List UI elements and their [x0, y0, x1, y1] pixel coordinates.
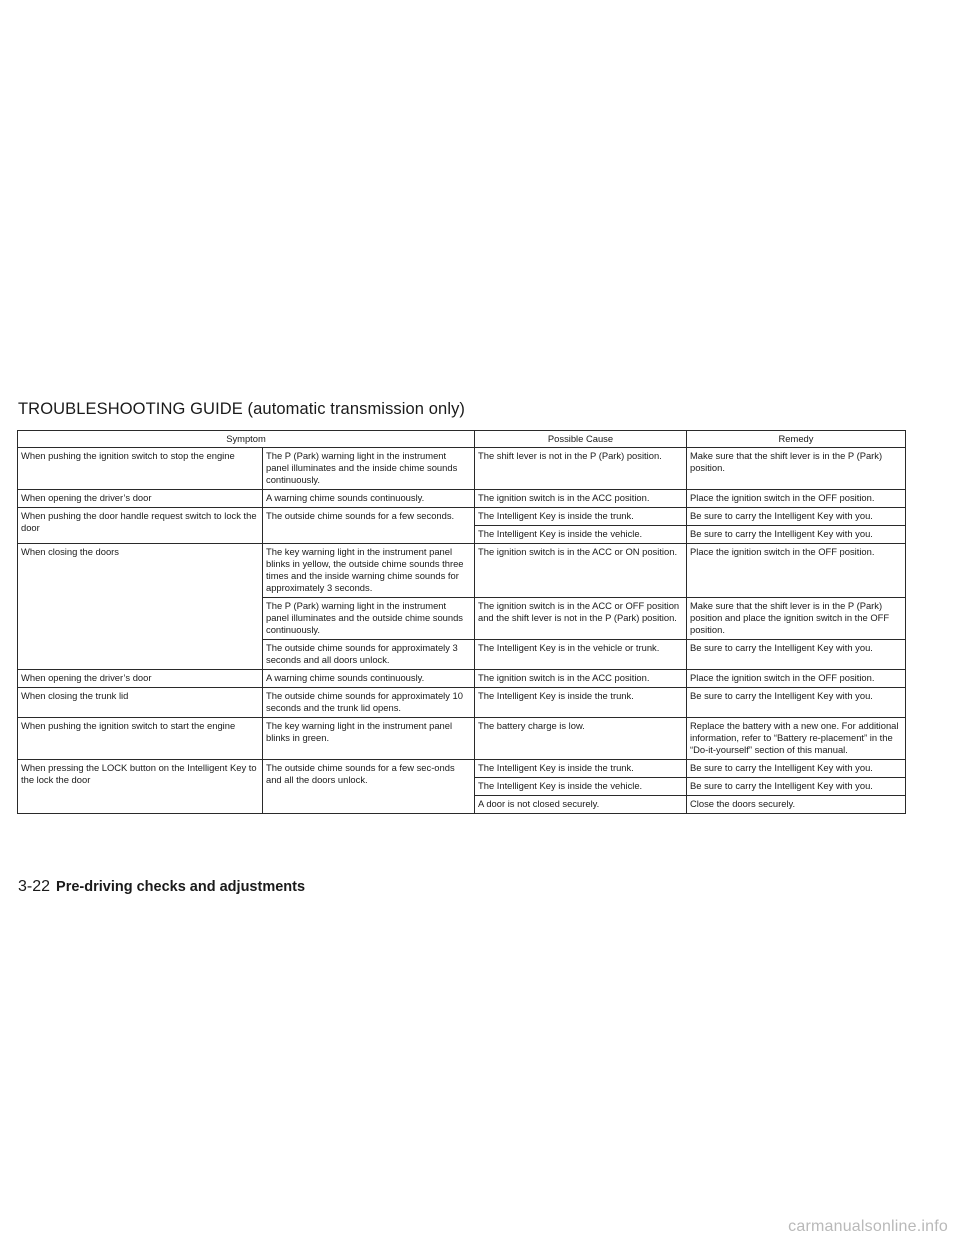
remedy-cell: Place the ignition switch in the OFF position. [687, 490, 906, 508]
table-row [18, 688, 906, 718]
symptom-detail-cell: The outside chime sounds for a few seconds. [263, 508, 475, 544]
cause-cell: The Intelligent Key is inside the vehicle. [475, 526, 687, 544]
symptom-cell: When opening the driver’s door [18, 490, 263, 508]
table-row [18, 760, 906, 778]
cause-cell: The Intelligent Key is in the vehicle or trunk. [475, 640, 687, 670]
page-title: TROUBLESHOOTING GUIDE (automatic transmission only) [18, 400, 466, 418]
table-row [18, 508, 906, 526]
watermark: carmanualsonline.info [788, 1218, 948, 1235]
table-row [18, 670, 906, 688]
symptom-cell: When opening the driver’s door [18, 670, 263, 688]
symptom-detail-cell: A warning chime sounds continuously. [263, 670, 475, 688]
page-footer [18, 878, 305, 896]
cause-cell: The Intelligent Key is inside the trunk. [475, 760, 687, 778]
remedy-cell: Place the ignition switch in the OFF position. [687, 670, 906, 688]
symptom-cell: When pressing the LOCK button on the Intelligent Key to the lock the door [18, 760, 263, 814]
symptom-cell: When closing the trunk lid [18, 688, 263, 718]
cause-cell: A door is not closed securely. [475, 796, 687, 814]
troubleshooting-table [17, 430, 906, 814]
cause-cell: The shift lever is not in the P (Park) position. [475, 448, 687, 490]
remedy-cell: Be sure to carry the Intelligent Key with you. [687, 526, 906, 544]
symptom-detail-cell: The P (Park) warning light in the instrument panel illuminates and the outside chime sounds continuously. [263, 598, 475, 640]
symptom-detail-cell: The outside chime sounds for approximately 10 seconds and the trunk lid opens. [263, 688, 475, 718]
header-remedy: Remedy [687, 431, 906, 448]
table-row [18, 490, 906, 508]
symptom-cell: When pushing the ignition switch to start the engine [18, 718, 263, 760]
remedy-cell: Be sure to carry the Intelligent Key with you. [687, 640, 906, 670]
table-row [18, 718, 906, 760]
cause-cell: The battery charge is low. [475, 718, 687, 760]
header-symptom: Symptom [18, 431, 475, 448]
cause-cell: The ignition switch is in the ACC position. [475, 490, 687, 508]
remedy-cell: Be sure to carry the Intelligent Key with you. [687, 760, 906, 778]
remedy-cell: Be sure to carry the Intelligent Key with you. [687, 508, 906, 526]
cause-cell: The Intelligent Key is inside the trunk. [475, 688, 687, 718]
cause-cell: The Intelligent Key is inside the trunk. [475, 508, 687, 526]
table-row [18, 448, 906, 490]
symptom-cell: When pushing the ignition switch to stop the engine [18, 448, 263, 490]
cause-cell: The ignition switch is in the ACC or ON position. [475, 544, 687, 598]
symptom-detail-cell: The P (Park) warning light in the instrument panel illuminates and the inside chime sounds continuously. [263, 448, 475, 490]
header-possible-cause: Possible Cause [475, 431, 687, 448]
remedy-cell: Make sure that the shift lever is in the P (Park) position and place the ignition switch in the OFF position. [687, 598, 906, 640]
page-number: 3-22 [18, 878, 51, 895]
symptom-cell: When closing the doors [18, 544, 263, 670]
table-row [18, 544, 906, 598]
remedy-cell: Be sure to carry the Intelligent Key with you. [687, 688, 906, 718]
table-header-row [18, 431, 906, 448]
symptom-cell: When pushing the door handle request switch to lock the door [18, 508, 263, 544]
remedy-cell: Make sure that the shift lever is in the P (Park) position. [687, 448, 906, 490]
cause-cell: The ignition switch is in the ACC or OFF position and the shift lever is not in the P (Park) position. [475, 598, 687, 640]
symptom-detail-cell: The outside chime sounds for approximately 3 seconds and all doors unlock. [263, 640, 475, 670]
cause-cell: The Intelligent Key is inside the vehicle. [475, 778, 687, 796]
symptom-detail-cell: The key warning light in the instrument panel blinks in green. [263, 718, 475, 760]
remedy-cell: Replace the battery with a new one. For additional information, refer to “Battery re-placement” in the “Do-it-yourself” section of this manual. [687, 718, 906, 760]
symptom-detail-cell: A warning chime sounds continuously. [263, 490, 475, 508]
symptom-detail-cell: The key warning light in the instrument panel blinks in yellow, the outside chime sounds three times and the inside warning chime sounds for approximately 3 seconds. [263, 544, 475, 598]
symptom-detail-cell: The outside chime sounds for a few sec-onds and all the doors unlock. [263, 760, 475, 814]
remedy-cell: Be sure to carry the Intelligent Key with you. [687, 778, 906, 796]
cause-cell: The ignition switch is in the ACC position. [475, 670, 687, 688]
section-title: Pre-driving checks and adjustments [56, 879, 306, 895]
remedy-cell: Close the doors securely. [687, 796, 906, 814]
remedy-cell: Place the ignition switch in the OFF position. [687, 544, 906, 598]
